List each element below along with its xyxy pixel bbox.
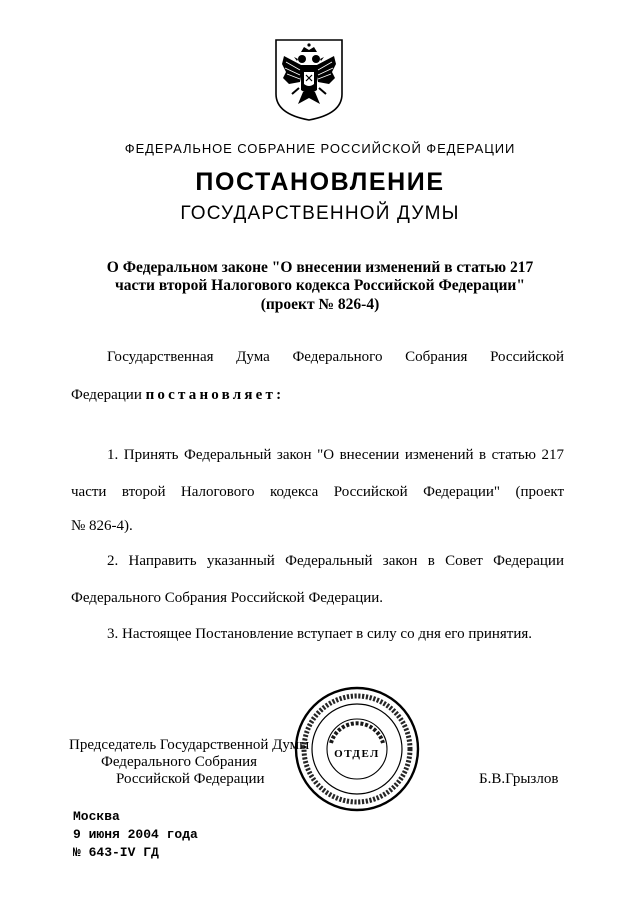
issuer-heading: ГОСУДАРСТВЕННОЙ ДУМЫ (180, 203, 460, 224)
subject-line: О Федеральном законе "О внесении изменений в статью 217 (106, 259, 534, 276)
preamble-line (71, 387, 284, 404)
subject-project-number: (проект № 826-4) (260, 296, 380, 313)
signatory-title: Российской Федерации (116, 771, 265, 787)
stamp-center-text: ОТДЕЛ (334, 748, 380, 760)
subject-line: части второй Налогового кодекса Российской Федерации" (115, 277, 525, 294)
decree-word: постановляет: (145, 387, 285, 403)
resolution-item-1: 1. Принять Федеральный закон "О внесении изменений в статью 217 (107, 447, 564, 463)
resolution-item-2: 2. Направить указанный Федеральный закон в Совет Федерации (107, 553, 564, 569)
document-type-title: ПОСТАНОВЛЕНИЕ (195, 168, 445, 196)
preamble-prefix: Федерации (71, 387, 146, 403)
signatory-title: Председатель Государственной Думы (69, 737, 310, 753)
issue-date: 9 июня 2004 года (73, 827, 198, 842)
resolution-item-3: 3. Настоящее Постановление вступает в силу со дня его принятия. (107, 626, 533, 642)
official-stamp (293, 685, 421, 813)
parliament-heading: ФЕДЕРАЛЬНОЕ СОБРАНИЕ РОССИЙСКОЙ ФЕДЕРАЦИИ (124, 141, 516, 156)
signatory-title: Федерального Собрания (101, 754, 258, 770)
resolution-item-1-continued: части второй Налогового кодекса Российской Федерации" (проект (71, 484, 564, 500)
signatory-name: Б.В.Грызлов (479, 771, 559, 787)
resolution-item-1-continued: № 826-4). (71, 518, 133, 534)
preamble-line: Государственная Дума Федерального Собрания Российской (107, 349, 564, 365)
resolution-item-2-continued: Федерального Собрания Российской Федерации. (71, 590, 384, 606)
coat-of-arms-emblem (272, 38, 346, 122)
document-number: № 643-IV ГД (73, 845, 159, 860)
issue-city: Москва (73, 809, 120, 824)
